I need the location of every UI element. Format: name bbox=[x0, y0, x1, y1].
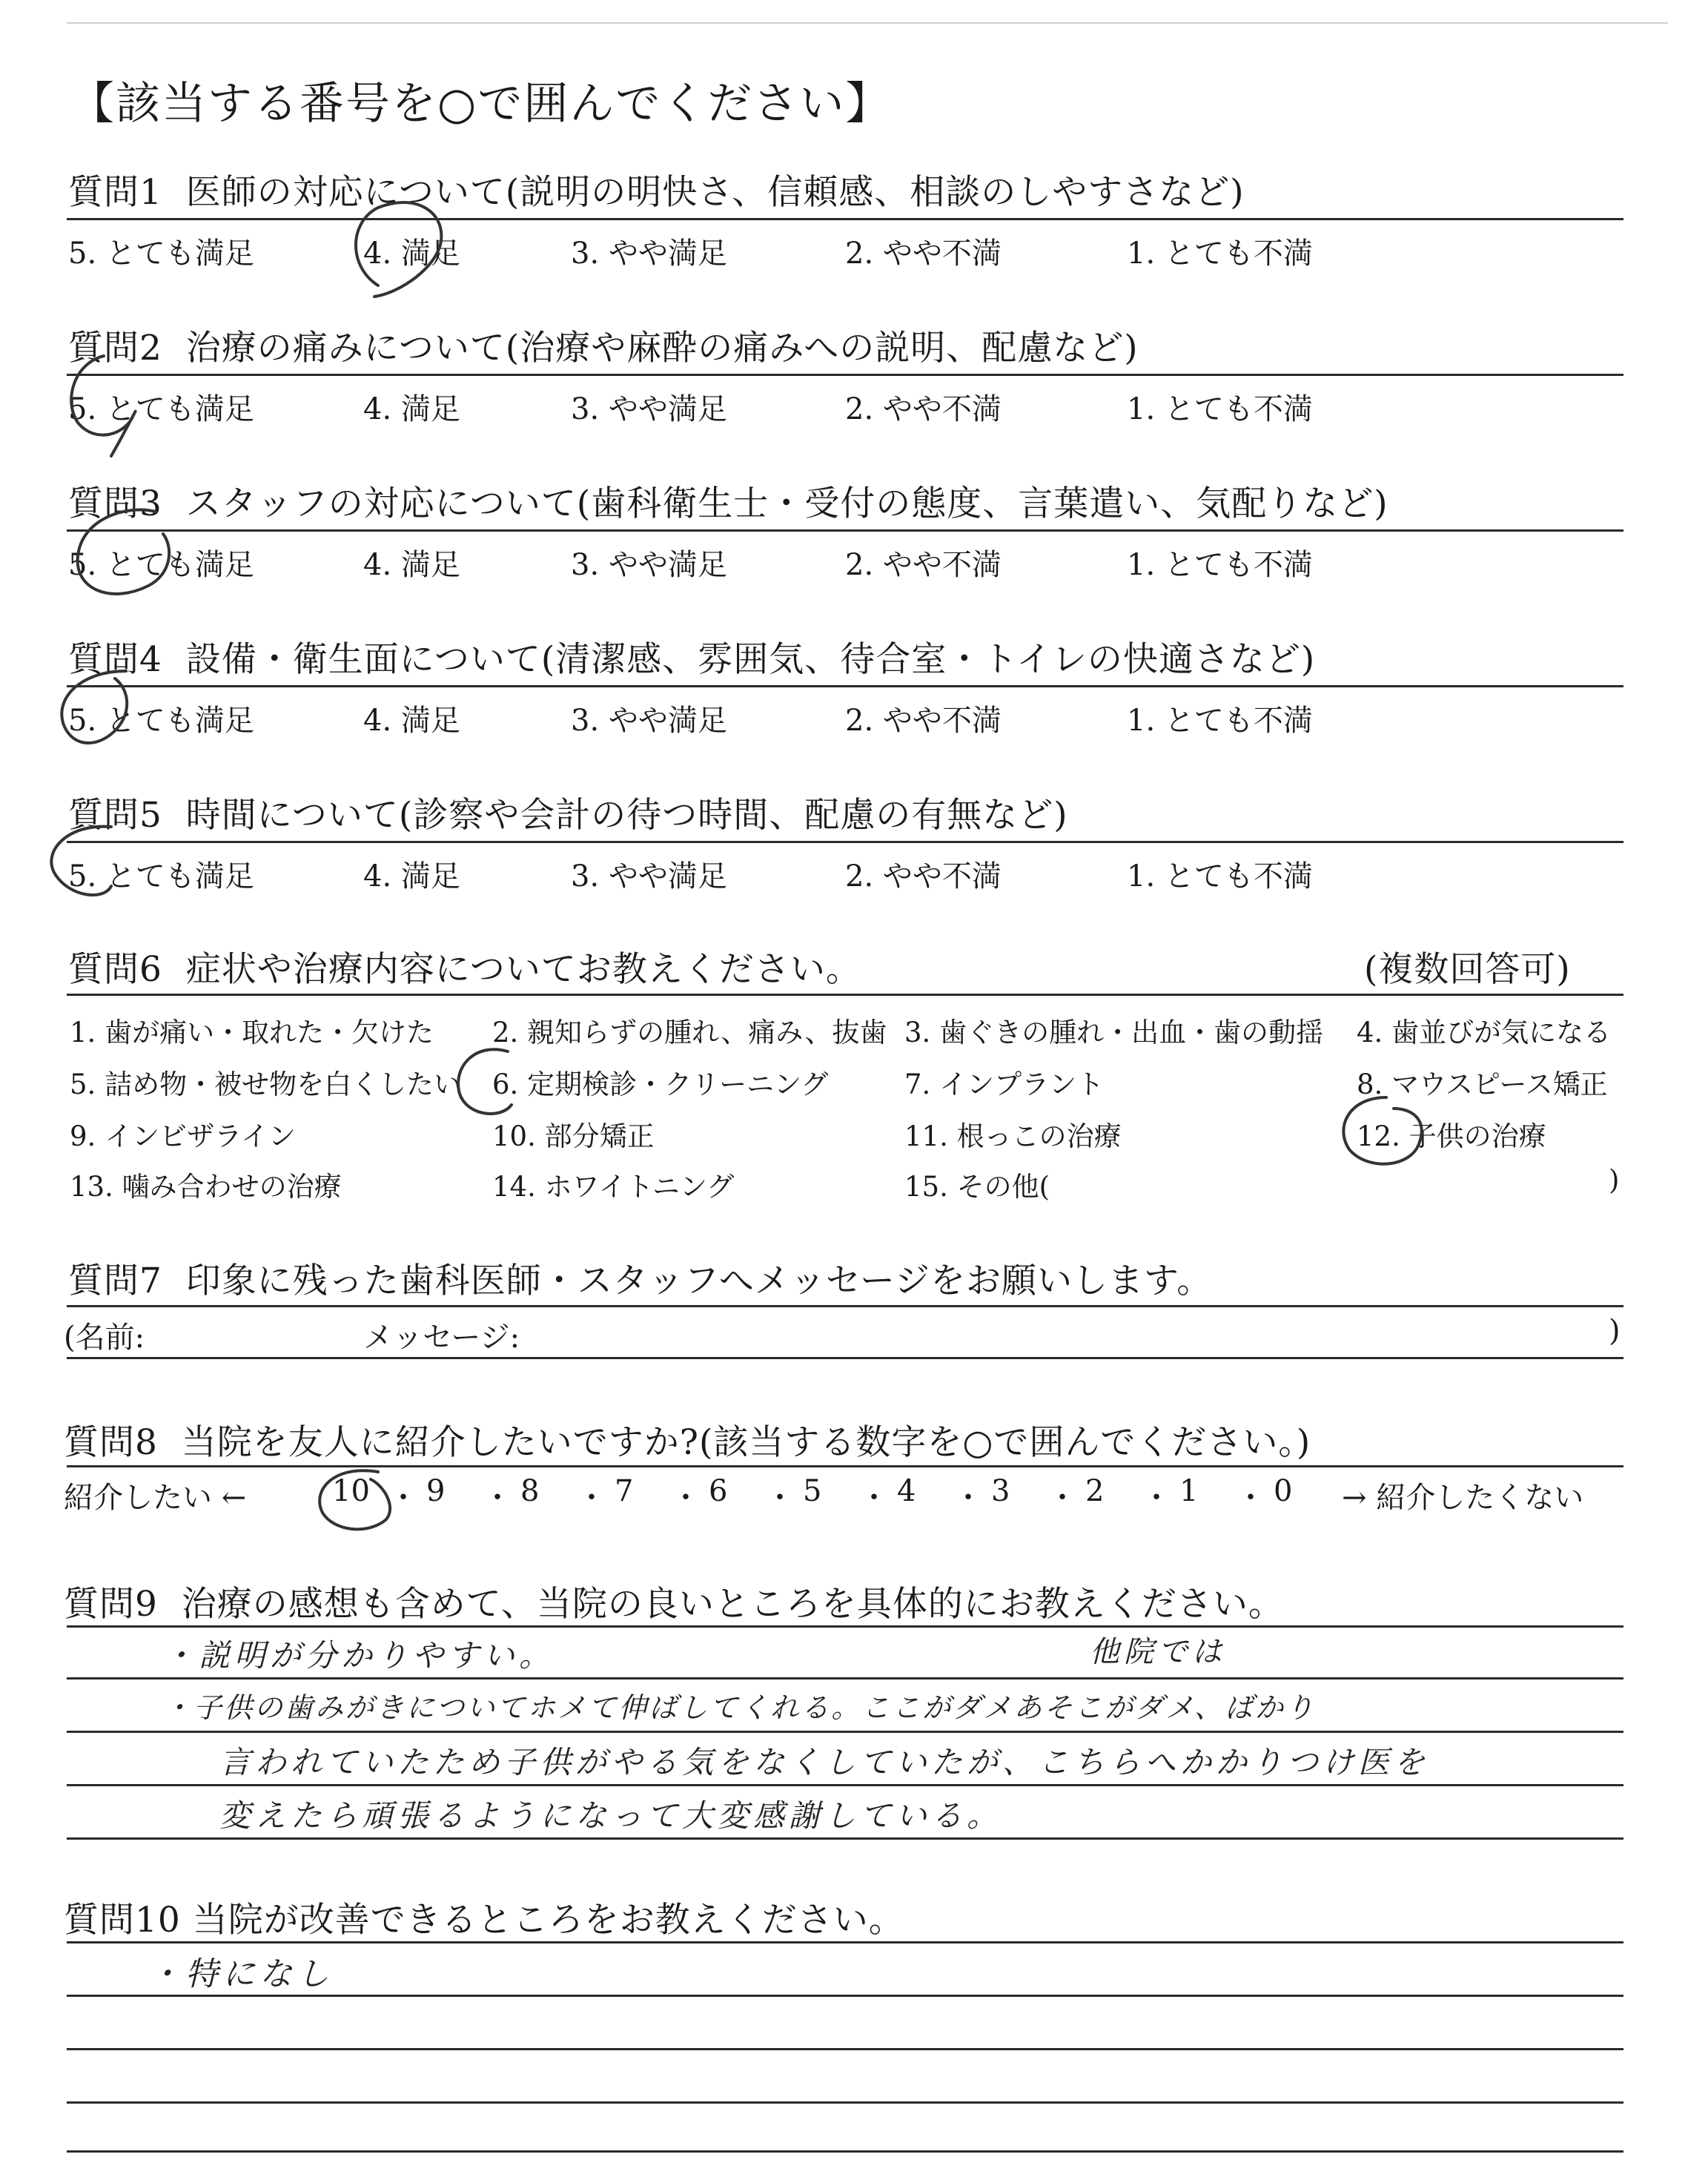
q6-option[interactable]: 11. 根っこの治療 bbox=[904, 1120, 1122, 1152]
q8-scale-number[interactable]: 8 bbox=[520, 1474, 540, 1508]
q8-scale-number[interactable]: 6 bbox=[709, 1474, 728, 1508]
q4-label: 質問4 bbox=[68, 639, 162, 680]
q9-answer-line: 変えたら頑張るようになって大変感謝している。 bbox=[219, 1797, 1003, 1834]
q1-label: 質問1 bbox=[68, 172, 162, 213]
q8-scale-separator: ・ bbox=[1142, 1481, 1171, 1515]
q2-option[interactable]: 5. とても満足 bbox=[68, 392, 254, 426]
q8-scale-separator: ・ bbox=[483, 1481, 512, 1515]
q6-label: 質問6 bbox=[68, 949, 162, 990]
q8-scale-separator: ・ bbox=[953, 1481, 983, 1515]
q6-option[interactable]: 4. 歯並びが気になる bbox=[1357, 1017, 1612, 1048]
q8-scale-separator: ・ bbox=[388, 1481, 418, 1515]
q4-text: 設備・衛生面について(清潔感、雰囲気、待合室・トイレの快適さなど) bbox=[185, 639, 1316, 680]
q6-option[interactable]: 8. マウスピース矯正 bbox=[1357, 1069, 1608, 1100]
q9-answer-line: ・子供の歯みがきについてホメて伸ばしてくれる。ここがダメあそこがダメ、ばかり bbox=[163, 1691, 1316, 1724]
q7-name-label: (名前: bbox=[64, 1321, 145, 1355]
q6-option[interactable]: 10. 部分矯正 bbox=[492, 1120, 655, 1152]
q6-option[interactable]: 5. 詰め物・被せ物を白くしたい bbox=[70, 1069, 462, 1100]
q2-label: 質問2 bbox=[68, 328, 162, 369]
q8-right-label: → 紹介したくない bbox=[1342, 1481, 1584, 1515]
q6-option[interactable]: 14. ホワイトニング bbox=[492, 1171, 735, 1203]
circle-mark-q2 bbox=[71, 356, 135, 456]
q1-option[interactable]: 3. やや満足 bbox=[571, 237, 727, 271]
page-title: 【該当する番号を○で囲んでください】 bbox=[70, 78, 892, 130]
q2-option[interactable]: 1. とても不満 bbox=[1127, 392, 1313, 426]
circle-mark-q8 bbox=[320, 1470, 390, 1529]
q3-text: スタッフの対応について(歯科衛生士・受付の態度、言葉遣い、気配りなど) bbox=[185, 483, 1388, 524]
q9-answer-line: ・説明が分かりやすい。 bbox=[163, 1637, 555, 1674]
q7-text: 印象に残った歯科医師・スタッフへメッセージをお願いします。 bbox=[185, 1261, 1213, 1301]
q5-option[interactable]: 4. 満足 bbox=[363, 859, 460, 894]
q5-option[interactable]: 1. とても不満 bbox=[1127, 859, 1313, 894]
q6-option[interactable]: 15. その他( bbox=[904, 1171, 1050, 1203]
q7-close-paren: ) bbox=[1609, 1314, 1621, 1348]
q4-option[interactable]: 2. やや不満 bbox=[845, 704, 1002, 738]
q8-scale-separator: ・ bbox=[859, 1481, 889, 1515]
q8-scale-number[interactable]: 10 bbox=[332, 1474, 370, 1508]
q3-option[interactable]: 4. 満足 bbox=[363, 548, 460, 582]
q1-option[interactable]: 4. 満足 bbox=[363, 237, 460, 271]
q2-text: 治療の痛みについて(治療や麻酔の痛みへの説明、配慮など) bbox=[185, 328, 1139, 369]
q9-answer-line: 言われていたため子供がやる気をなくしていたが、こちらへかかりつけ医を bbox=[219, 1744, 1430, 1780]
circle-mark-q3 bbox=[78, 510, 170, 594]
q8-scale-number[interactable]: 4 bbox=[897, 1474, 916, 1508]
q6-option[interactable]: 12. 子供の治療 bbox=[1357, 1120, 1546, 1152]
q1-text: 医師の対応について(説明の明快さ、信頼感、相談のしやすさなど) bbox=[185, 172, 1245, 213]
q3-option[interactable]: 3. やや満足 bbox=[571, 548, 727, 582]
q3-option[interactable]: 2. やや不満 bbox=[845, 548, 1002, 582]
q8-scale-separator: ・ bbox=[765, 1481, 795, 1515]
q6-option[interactable]: 2. 親知らずの腫れ、痛み、抜歯 bbox=[492, 1017, 887, 1048]
q8-scale-separator: ・ bbox=[577, 1481, 606, 1515]
q6-option[interactable]: 3. 歯ぐきの腫れ・出血・歯の動揺 bbox=[904, 1017, 1324, 1048]
circle-mark-q5 bbox=[51, 827, 111, 895]
q6-option[interactable]: 1. 歯が痛い・取れた・欠けた bbox=[70, 1017, 434, 1048]
q7-label: 質問7 bbox=[68, 1261, 162, 1301]
q5-text: 時間について(診察や会計の待つ時間、配慮の有無など) bbox=[185, 795, 1068, 836]
q8-scale-number[interactable]: 1 bbox=[1179, 1474, 1199, 1508]
q6-note: (複数回答可) bbox=[1364, 949, 1571, 990]
q8-scale-separator: ・ bbox=[1047, 1481, 1077, 1515]
q8-scale-number[interactable]: 7 bbox=[615, 1474, 634, 1508]
q7-message-label: メッセージ: bbox=[363, 1321, 520, 1355]
q8-scale-separator: ・ bbox=[671, 1481, 701, 1515]
circle-mark-q6-item12 bbox=[1343, 1097, 1421, 1164]
circle-mark-q6-item6 bbox=[458, 1049, 512, 1114]
q6-text: 症状や治療内容についてお教えください。 bbox=[185, 949, 861, 990]
q5-option[interactable]: 3. やや満足 bbox=[571, 859, 727, 894]
q3-option[interactable]: 1. とても不満 bbox=[1127, 548, 1313, 582]
q6-option[interactable]: 9. インビザライン bbox=[70, 1120, 296, 1152]
q8-scale-number[interactable]: 3 bbox=[991, 1474, 1010, 1508]
q5-option[interactable]: 2. やや不満 bbox=[845, 859, 1002, 894]
q8-scale-number[interactable]: 2 bbox=[1085, 1474, 1105, 1508]
circle-mark-q1 bbox=[356, 202, 441, 297]
q4-option[interactable]: 3. やや満足 bbox=[571, 704, 727, 738]
q8-label: 質問8 bbox=[64, 1422, 158, 1463]
q4-option[interactable]: 5. とても満足 bbox=[68, 704, 254, 738]
q3-option[interactable]: 5. とても満足 bbox=[68, 548, 254, 582]
q9-text: 治療の感想も含めて、当院の良いところを具体的にお教えください。 bbox=[181, 1584, 1284, 1625]
q5-option[interactable]: 5. とても満足 bbox=[68, 859, 254, 894]
q8-left-label: 紹介したい ← bbox=[64, 1481, 247, 1515]
q5-label: 質問5 bbox=[68, 795, 162, 836]
q8-scale-separator: ・ bbox=[1236, 1481, 1265, 1515]
q9-label: 質問9 bbox=[64, 1584, 158, 1625]
q3-label: 質問3 bbox=[68, 483, 162, 524]
q4-option[interactable]: 4. 満足 bbox=[363, 704, 460, 738]
q6-other-close-paren: ) bbox=[1609, 1164, 1620, 1196]
q8-scale-number[interactable]: 5 bbox=[803, 1474, 822, 1508]
q8-scale-number[interactable]: 0 bbox=[1274, 1474, 1293, 1508]
q10-text: 当院が改善できるところをお教えください。 bbox=[192, 1900, 904, 1941]
q8-scale-number[interactable]: 9 bbox=[426, 1474, 446, 1508]
q10-answer-line: ・特になし bbox=[148, 1955, 334, 1993]
q1-option[interactable]: 5. とても満足 bbox=[68, 237, 254, 271]
q2-option[interactable]: 3. やや満足 bbox=[571, 392, 727, 426]
q6-option[interactable]: 13. 噛み合わせの治療 bbox=[70, 1171, 342, 1203]
q1-option[interactable]: 1. とても不満 bbox=[1127, 237, 1313, 271]
q4-option[interactable]: 1. とても不満 bbox=[1127, 704, 1313, 738]
q1-option[interactable]: 2. やや不満 bbox=[845, 237, 1002, 271]
q6-option[interactable]: 7. インプラント bbox=[904, 1069, 1105, 1100]
q6-option[interactable]: 6. 定期検診・クリーニング bbox=[492, 1069, 829, 1100]
q10-label: 質問10 bbox=[64, 1900, 181, 1941]
q8-text: 当院を友人に紹介したいですか?(該当する数字を○で囲んでください。) bbox=[181, 1422, 1311, 1463]
circle-mark-q4 bbox=[62, 671, 127, 743]
q2-option[interactable]: 4. 満足 bbox=[363, 392, 460, 426]
q9-inserted-note: 他院では bbox=[1090, 1635, 1226, 1669]
q2-option[interactable]: 2. やや不満 bbox=[845, 392, 1002, 426]
